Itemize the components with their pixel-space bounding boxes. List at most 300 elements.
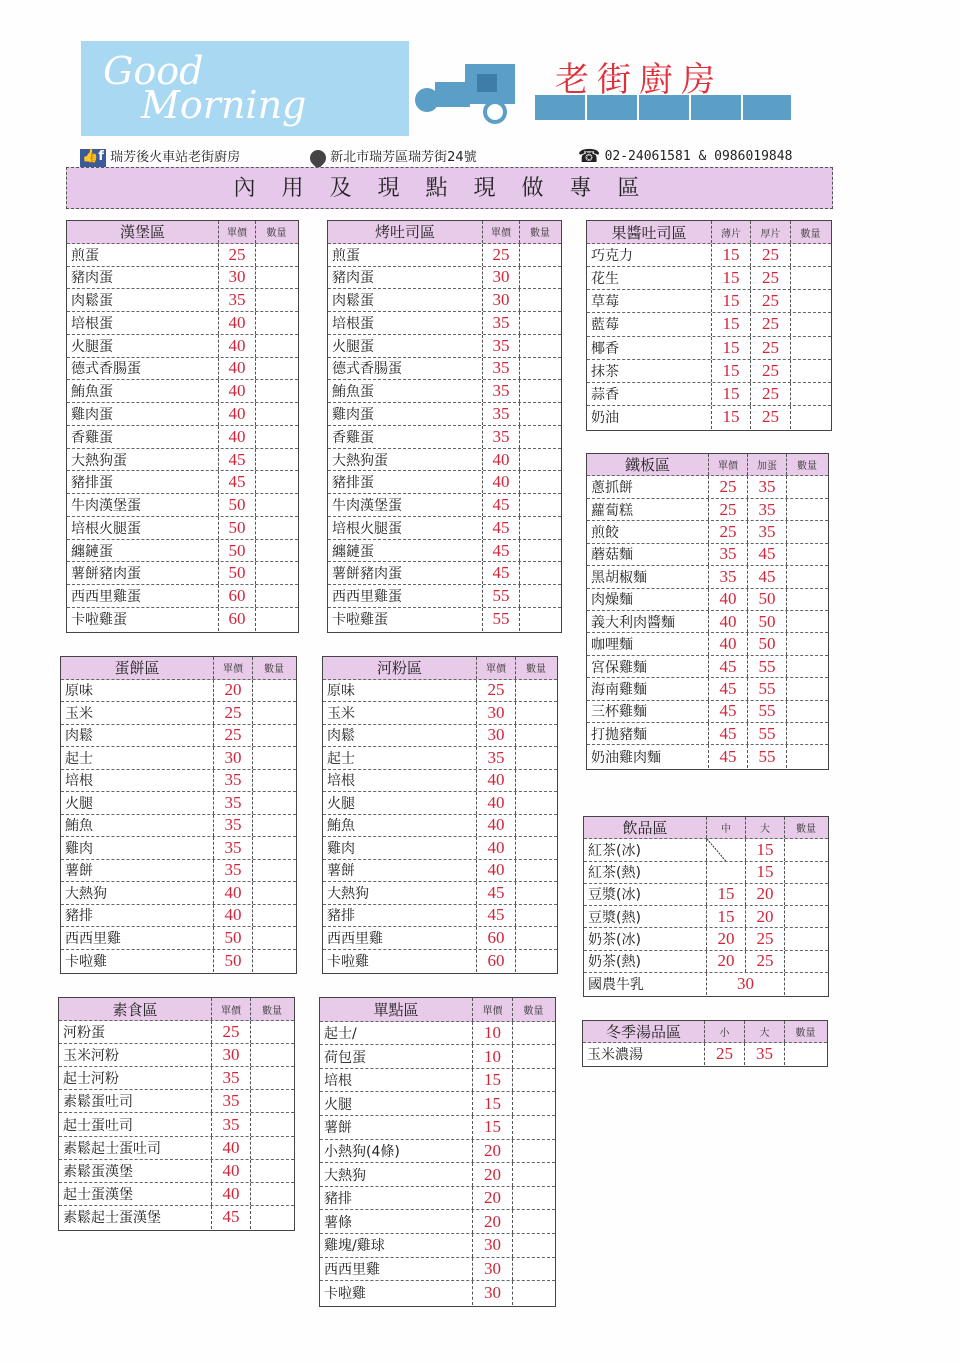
- item-price: 30: [483, 289, 520, 311]
- item-price: 35: [477, 747, 516, 769]
- item-name: 河粉蛋: [59, 1021, 212, 1043]
- item-price: 30: [219, 267, 256, 289]
- item-name: 煎蛋: [67, 244, 219, 266]
- item-name: 豬排蛋: [328, 471, 483, 493]
- quantity-cell[interactable]: [513, 1116, 554, 1139]
- item-name: 薯條: [320, 1210, 473, 1233]
- quantity-cell[interactable]: [251, 1090, 293, 1112]
- quantity-cell[interactable]: [253, 860, 295, 882]
- quantity-cell[interactable]: [256, 358, 297, 380]
- item-price: 15: [707, 884, 746, 905]
- quantity-cell[interactable]: [256, 517, 297, 539]
- item-name: 煎餃: [587, 521, 709, 542]
- quantity-cell[interactable]: [791, 383, 830, 405]
- greeting-line1: Good: [103, 49, 204, 93]
- item-name: 大熱狗: [323, 882, 477, 904]
- item-price: 40: [212, 1183, 251, 1205]
- table-row: [61, 882, 296, 905]
- item-price: 40: [477, 792, 516, 814]
- quantity-cell[interactable]: [520, 608, 560, 631]
- item-name: 豬肉蛋: [328, 267, 483, 289]
- quantity-cell[interactable]: [785, 862, 827, 883]
- table-row: [328, 380, 561, 403]
- item-name: 素鬆蛋吐司: [59, 1090, 212, 1112]
- table-row: [584, 862, 828, 884]
- item-price: 40: [709, 633, 748, 654]
- quantity-cell[interactable]: [256, 608, 297, 631]
- item-name: 培根火腿蛋: [328, 517, 483, 539]
- quantity-cell[interactable]: [520, 585, 560, 607]
- quantity-cell[interactable]: [516, 680, 556, 702]
- item-price: 35: [483, 380, 520, 402]
- item-name: 香雞蛋: [67, 426, 219, 448]
- alacarte-table: [319, 997, 556, 1307]
- quantity-cell[interactable]: [256, 335, 297, 357]
- table-row: [587, 406, 831, 429]
- quantity-cell[interactable]: [791, 406, 830, 429]
- quantity-cell[interactable]: [787, 544, 827, 565]
- item-name: 大熱狗蛋: [67, 449, 219, 471]
- item-name: 薯餅豬肉蛋: [328, 562, 483, 584]
- quantity-cell[interactable]: [253, 770, 295, 792]
- quantity-cell[interactable]: [787, 745, 827, 767]
- column-header: 大: [745, 1021, 785, 1042]
- quantity-cell[interactable]: [516, 792, 556, 814]
- table-row: [67, 585, 298, 608]
- good-morning-banner: [81, 41, 409, 136]
- table-row: [67, 449, 298, 472]
- item-price: 55: [483, 608, 520, 631]
- quantity-cell[interactable]: [516, 905, 556, 927]
- item-name: 三杯雞麵: [587, 701, 709, 722]
- quantity-cell[interactable]: [785, 884, 827, 905]
- diagonal-slash: [707, 839, 745, 860]
- table-row: [67, 312, 298, 335]
- quantity-cell[interactable]: [513, 1092, 554, 1115]
- table-row: [61, 680, 296, 703]
- item-price: 50: [214, 950, 253, 973]
- quantity-cell[interactable]: [785, 1043, 826, 1065]
- item-name: 肉鬆蛋: [328, 289, 483, 311]
- item-price: 30: [473, 1281, 513, 1305]
- item-price: 15: [473, 1069, 513, 1092]
- item-price: 40: [212, 1137, 251, 1159]
- item-name: 豆漿(冰): [584, 884, 707, 905]
- quantity-cell[interactable]: [256, 289, 297, 311]
- quantity-cell[interactable]: [256, 267, 297, 289]
- quantity-cell[interactable]: [516, 725, 556, 747]
- table-row: [587, 521, 828, 543]
- item-name: 西西里雞蛋: [67, 585, 219, 607]
- quantity-cell[interactable]: [251, 1113, 293, 1135]
- table-row: [61, 725, 296, 748]
- quantity-cell[interactable]: [513, 1022, 554, 1045]
- facebook-page-name: 瑞芳後火車站老街廚房: [110, 150, 241, 165]
- table-row: [584, 839, 828, 861]
- quantity-cell[interactable]: [513, 1234, 554, 1257]
- table-row: [320, 1258, 555, 1282]
- item-price: 40: [477, 837, 516, 859]
- quantity-cell[interactable]: [520, 471, 560, 493]
- item-price: 25: [746, 951, 785, 972]
- item-name: 薯餅: [323, 860, 477, 882]
- quantity-cell[interactable]: [787, 633, 827, 654]
- quantity-cell[interactable]: [253, 905, 295, 927]
- table-row: [320, 1116, 555, 1140]
- table-row: [61, 747, 296, 770]
- table-row: [583, 1043, 827, 1065]
- item-name: 玉米河粉: [59, 1044, 212, 1066]
- quantity-cell[interactable]: [520, 289, 560, 311]
- quantity-cell[interactable]: [791, 337, 830, 359]
- quantity-cell[interactable]: [520, 426, 560, 448]
- item-name: 肉鬆: [323, 725, 477, 747]
- quantity-cell[interactable]: [516, 860, 556, 882]
- address-text: 新北市瑞芳區瑞芳街24號: [330, 150, 477, 165]
- item-price: 35: [214, 770, 253, 792]
- quantity-cell[interactable]: [251, 1183, 293, 1205]
- table-row: [59, 1183, 294, 1206]
- table-row: [328, 267, 561, 290]
- quantity-cell[interactable]: [787, 521, 827, 542]
- item-price: 30: [473, 1234, 513, 1257]
- quantity-cell[interactable]: [251, 1137, 293, 1159]
- table-row: [587, 337, 831, 360]
- quantity-cell[interactable]: [520, 244, 560, 266]
- quantity-cell[interactable]: [520, 267, 560, 289]
- table-row: [320, 1069, 555, 1093]
- item-name: 奶油: [587, 406, 712, 429]
- item-price: 35: [709, 566, 748, 587]
- item-price: 15: [712, 406, 751, 429]
- item-price: 45: [477, 905, 516, 927]
- item-price: 40: [219, 380, 256, 402]
- item-price: 25: [751, 313, 791, 335]
- item-price: 35: [219, 289, 256, 311]
- griddle-table: [586, 453, 829, 770]
- item-price: 35: [748, 521, 787, 542]
- quantity-cell[interactable]: [513, 1069, 554, 1092]
- quantity-cell[interactable]: [520, 517, 560, 539]
- quantity-cell[interactable]: [256, 403, 297, 425]
- item-price: 60: [477, 950, 516, 973]
- table-row: [584, 951, 828, 973]
- quantity-cell[interactable]: [791, 290, 830, 312]
- table-header: [583, 1021, 827, 1043]
- item-price: 45: [483, 517, 520, 539]
- table-row: [328, 312, 561, 335]
- table-row: [61, 927, 296, 950]
- item-name: 卡啦雞蛋: [67, 608, 219, 631]
- quantity-cell[interactable]: [785, 973, 827, 995]
- column-header: 加蛋: [748, 454, 787, 475]
- item-name: 玉米: [323, 702, 477, 724]
- item-price: 35: [214, 837, 253, 859]
- quantity-cell[interactable]: [253, 927, 295, 949]
- item-name: 雞肉: [323, 837, 477, 859]
- table-title: 鐵板區: [587, 454, 709, 475]
- item-price: 35: [214, 815, 253, 837]
- column-header: 單價: [483, 221, 520, 243]
- table-row: [584, 884, 828, 906]
- table-row: [587, 313, 831, 336]
- table-row: [328, 517, 561, 540]
- item-name: 椰香: [587, 337, 712, 359]
- table-row: [59, 1090, 294, 1113]
- table-title: 漢堡區: [67, 221, 219, 243]
- item-name: 培根蛋: [67, 312, 219, 334]
- item-price: 20: [707, 951, 746, 972]
- item-price: 25: [477, 680, 516, 702]
- quantity-cell[interactable]: [253, 950, 295, 973]
- item-price: 25: [219, 244, 256, 266]
- quantity-cell[interactable]: [516, 882, 556, 904]
- item-price: 55: [748, 678, 787, 699]
- quantity-cell[interactable]: [520, 494, 560, 516]
- item-price: 45: [709, 678, 748, 699]
- quantity-cell[interactable]: [251, 1067, 293, 1089]
- quantity-cell[interactable]: [251, 1160, 293, 1182]
- quantity-cell[interactable]: [256, 449, 297, 471]
- quantity-cell[interactable]: [516, 747, 556, 769]
- item-name: 荷包蛋: [320, 1045, 473, 1068]
- quantity-cell[interactable]: [520, 335, 560, 357]
- item-name: 素鬆起士蛋吐司: [59, 1137, 212, 1159]
- quantity-cell[interactable]: [516, 837, 556, 859]
- quantity-cell[interactable]: [787, 476, 827, 497]
- quantity-cell[interactable]: [520, 562, 560, 584]
- item-price: 40: [483, 471, 520, 493]
- quantity-cell[interactable]: [253, 815, 295, 837]
- quantity-cell[interactable]: [251, 1021, 293, 1043]
- facebook-icon: 👍f: [80, 149, 106, 167]
- column-header: 薄片: [712, 221, 751, 243]
- column-header: 厚片: [751, 221, 791, 243]
- item-price: 50: [748, 633, 787, 654]
- phone-info: [578, 146, 792, 167]
- item-name: 宮保雞麵: [587, 656, 709, 677]
- quantity-cell[interactable]: [256, 244, 297, 266]
- quantity-cell[interactable]: [256, 585, 297, 607]
- item-price: 25: [214, 702, 253, 724]
- table-row: [59, 1021, 294, 1044]
- item-name: 卡啦雞蛋: [328, 608, 483, 631]
- item-name: 起士蛋漢堡: [59, 1183, 212, 1205]
- table-row: [67, 335, 298, 358]
- item-price: 35: [212, 1090, 251, 1112]
- item-price: 60: [477, 927, 516, 949]
- table-row: [323, 950, 557, 973]
- item-price: 30: [473, 1258, 513, 1281]
- item-name: 蘑菇麵: [587, 544, 709, 565]
- toast-table: [327, 220, 562, 633]
- item-name: 蘿蔔糕: [587, 499, 709, 520]
- quantity-cell[interactable]: [785, 928, 827, 949]
- quantity-cell[interactable]: [516, 950, 556, 973]
- column-header: 數量: [797, 461, 817, 473]
- column-header: 單價: [214, 657, 253, 679]
- item-price: 20: [746, 884, 785, 905]
- quantity-cell[interactable]: [513, 1045, 554, 1068]
- table-row: [328, 244, 561, 267]
- quantity-cell[interactable]: [785, 951, 827, 972]
- item-price: 25: [751, 267, 791, 289]
- table-row: [61, 792, 296, 815]
- brand-name: 老街廚房: [555, 60, 723, 100]
- item-price: 15: [712, 337, 751, 359]
- quantity-cell[interactable]: [253, 747, 295, 769]
- item-name: 火腿: [323, 792, 477, 814]
- quantity-cell[interactable]: [791, 267, 830, 289]
- quantity-cell[interactable]: [251, 1206, 293, 1229]
- quantity-cell[interactable]: [256, 494, 297, 516]
- item-price: 45: [219, 471, 256, 493]
- quantity-cell[interactable]: [791, 313, 830, 335]
- item-name: 鮪魚: [323, 815, 477, 837]
- item-name: 紅茶(冰): [584, 839, 707, 860]
- quantity-cell[interactable]: [256, 540, 297, 562]
- quantity-cell[interactable]: [785, 839, 827, 860]
- quantity-cell[interactable]: [253, 882, 295, 904]
- table-row: [328, 449, 561, 472]
- quantity-cell[interactable]: [253, 792, 295, 814]
- item-name: 西西里雞: [323, 927, 477, 949]
- item-name: 原味: [323, 680, 477, 702]
- table-row: [67, 358, 298, 381]
- quantity-cell[interactable]: [787, 723, 827, 744]
- item-name: 素鬆起士蛋漢堡: [59, 1206, 212, 1229]
- item-name: 奶茶(熱): [584, 951, 707, 972]
- quantity-cell[interactable]: [253, 680, 295, 702]
- table-row: [323, 702, 557, 725]
- quantity-cell[interactable]: [787, 499, 827, 520]
- column-header: 單價: [477, 657, 516, 679]
- item-price: 35: [748, 476, 787, 497]
- table-row: [328, 540, 561, 563]
- quantity-cell[interactable]: [787, 566, 827, 587]
- quantity-cell[interactable]: [520, 358, 560, 380]
- table-row: [320, 1210, 555, 1234]
- table-row: [320, 1140, 555, 1164]
- item-price: 20: [214, 680, 253, 702]
- quantity-cell[interactable]: [520, 449, 560, 471]
- quantity-cell[interactable]: [513, 1187, 554, 1210]
- table-row: [61, 837, 296, 860]
- address-info: [310, 146, 477, 166]
- item-name: 纏鏈蛋: [328, 540, 483, 562]
- item-price: 40: [709, 589, 748, 610]
- drinks-table: [583, 816, 829, 997]
- quantity-cell[interactable]: [253, 702, 295, 724]
- quantity-cell[interactable]: [513, 1210, 554, 1233]
- table-row: [320, 1187, 555, 1211]
- item-name: 肉燥麵: [587, 589, 709, 610]
- table-row: [323, 747, 557, 770]
- quantity-cell[interactable]: [516, 702, 556, 724]
- quantity-cell[interactable]: [787, 701, 827, 722]
- table-row: [320, 1281, 555, 1305]
- item-name: 花生: [587, 267, 712, 289]
- column-header: 數量: [262, 1005, 282, 1017]
- item-name: 火腿: [61, 792, 214, 814]
- item-name: 雞肉: [61, 837, 214, 859]
- quantity-cell[interactable]: [791, 360, 830, 382]
- quantity-cell[interactable]: [516, 927, 556, 949]
- quantity-cell[interactable]: [253, 837, 295, 859]
- table-row: [323, 927, 557, 950]
- quantity-cell[interactable]: [253, 725, 295, 747]
- table-row: [587, 499, 828, 521]
- quantity-cell[interactable]: [256, 312, 297, 334]
- item-price: 25: [705, 1043, 745, 1065]
- quantity-cell[interactable]: [513, 1258, 554, 1281]
- table-row: [328, 585, 561, 608]
- item-price: 20: [473, 1163, 513, 1186]
- table-row: [587, 383, 831, 406]
- quantity-cell[interactable]: [787, 611, 827, 632]
- item-name: 卡啦雞: [320, 1281, 473, 1305]
- item-price: 35: [483, 335, 520, 357]
- item-price: 25: [483, 244, 520, 266]
- quantity-cell[interactable]: [516, 770, 556, 792]
- item-price: 40: [214, 905, 253, 927]
- quantity-cell[interactable]: [520, 312, 560, 334]
- item-name: 起士蛋吐司: [59, 1113, 212, 1135]
- item-name: 培根: [61, 770, 214, 792]
- quantity-cell[interactable]: [256, 426, 297, 448]
- item-price: 55: [483, 585, 520, 607]
- quantity-cell[interactable]: [520, 380, 560, 402]
- item-price: 55: [748, 701, 787, 722]
- quantity-cell[interactable]: [785, 906, 827, 927]
- quantity-cell[interactable]: [520, 403, 560, 425]
- item-name: 義大利肉醬麵: [587, 611, 709, 632]
- item-price: 10: [473, 1045, 513, 1068]
- item-name: 豬肉蛋: [67, 267, 219, 289]
- item-name: 德式香腸蛋: [67, 358, 219, 380]
- quantity-cell[interactable]: [513, 1281, 554, 1305]
- table-row: [61, 950, 296, 973]
- table-row: [323, 905, 557, 928]
- table-row: [67, 608, 298, 631]
- column-header: 數量: [264, 664, 284, 676]
- phone-numbers: 02-24061581 & 0986019848: [604, 149, 793, 164]
- item-name: 薯餅豬肉蛋: [67, 562, 219, 584]
- quantity-cell[interactable]: [256, 471, 297, 493]
- quantity-cell[interactable]: [787, 656, 827, 677]
- item-name: 藍莓: [587, 313, 712, 335]
- table-row: [587, 544, 828, 566]
- item-price: 55: [748, 656, 787, 677]
- item-price: 30: [214, 747, 253, 769]
- quantity-cell[interactable]: [516, 815, 556, 837]
- item-price: 20: [746, 906, 785, 927]
- quantity-cell[interactable]: [256, 380, 297, 402]
- table-row: [587, 745, 828, 767]
- table-row: [320, 1045, 555, 1069]
- item-name: 纏鏈蛋: [67, 540, 219, 562]
- item-price: 10: [473, 1022, 513, 1045]
- quantity-cell[interactable]: [251, 1044, 293, 1066]
- quantity-cell[interactable]: [791, 244, 830, 266]
- quantity-cell[interactable]: [513, 1163, 554, 1186]
- quantity-cell[interactable]: [787, 589, 827, 610]
- quantity-cell[interactable]: [787, 678, 827, 699]
- quantity-cell[interactable]: [513, 1140, 554, 1163]
- quantity-cell[interactable]: [256, 562, 297, 584]
- item-name: 培根: [323, 770, 477, 792]
- quantity-cell[interactable]: [520, 540, 560, 562]
